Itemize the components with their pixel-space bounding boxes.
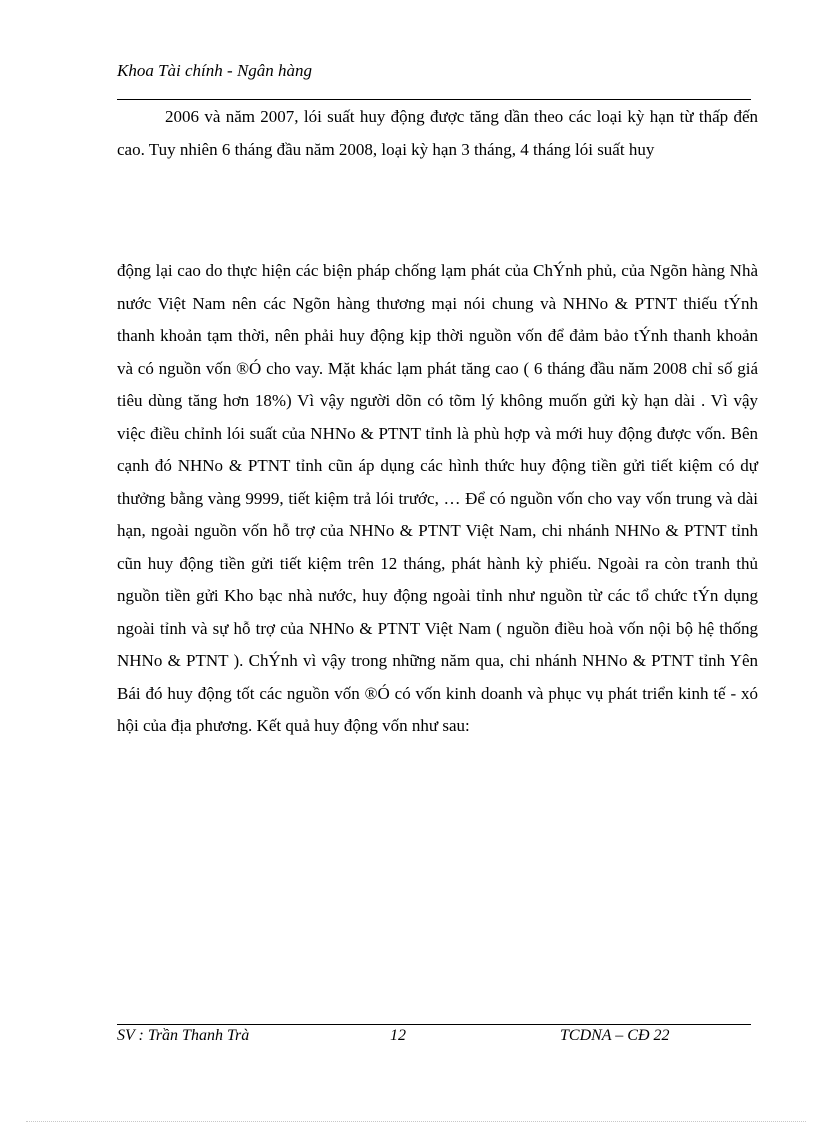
header-rule bbox=[117, 99, 751, 100]
page-header-department: Khoa Tài chính - Ngân hàng bbox=[117, 61, 313, 80]
body-paragraph-2: động lại cao do thực hiện các biện pháp chống lạm phát của ChÝnh phủ, của Ngõn hàng Nhà nước Việt Nam nên các Ngõn hàng thương mại nói chung và NHNo & PTNT thiếu tÝnh thanh khoản tạm thời, nên phải huy động kịp thời nguồn vốn để đảm bảo tÝnh thanh khoản và có nguồn vốn ®Ó cho vay. Mặt khác lạm phát tăng cao ( 6 tháng đầu năm 2008 chỉ số giá tiêu dùng tăng hơn 18%) Vì vậy người dõn có tõm lý không muốn gửi kỳ hạn dài . Vì vậy việc điều chỉnh lói suất của NHNo & PTNT tỉnh là phù hợp và mới huy động được vốn. Bên cạnh đó NHNo & PTNT tỉnh cũn áp dụng các hình thức huy động tiền gửi tiết kiệm có dự thưởng bằng vàng 9999, tiết kiệm trả lói trước, … Để có nguồn vốn cho vay vốn trung và dài hạn, ngoài nguồn vốn hỗ trợ của NHNo & PTNT Việt Nam, chi nhánh NHNo & PTNT tỉnh cũn huy động tiền gửi tiết kiệm trên 12 tháng, phát hành kỳ phiếu. Ngoài ra còn tranh thủ nguồn tiền gửi Kho bạc nhà nước, huy động ngoài tỉnh như nguồn từ các tổ chức tÝn dụng ngoài tỉnh và sự hỗ trợ của NHNo & PTNT Việt Nam ( nguồn điều hoà vốn nội bộ hệ thống NHNo & PTNT ). ChÝnh vì vậy trong những năm qua, chi nhánh NHNo & PTNT tỉnh Yên Bái đó huy động tốt các nguồn vốn ®Ó có vốn kinh doanh và phục vụ phát triển kinh tế - xó hội của địa phương. Kết quả huy động vốn như sau: bbox=[117, 261, 758, 735]
body-paragraph-1: 2006 và năm 2007, lói suất huy động được tăng dần theo các loại kỳ hạn từ thấp đến cao. Tuy nhiên 6 tháng đầu năm 2008, loại kỳ hạn 3 tháng, 4 tháng lói suất huy bbox=[117, 107, 758, 159]
footer-page-number: 12 bbox=[390, 1027, 406, 1044]
page-bottom-dotted-border bbox=[26, 1121, 806, 1122]
footer-rule bbox=[117, 1024, 751, 1025]
footer-student-name: SV : Trần Thanh Trà bbox=[117, 1027, 250, 1044]
footer-class-code: TCDNA – CĐ 22 bbox=[560, 1027, 670, 1044]
